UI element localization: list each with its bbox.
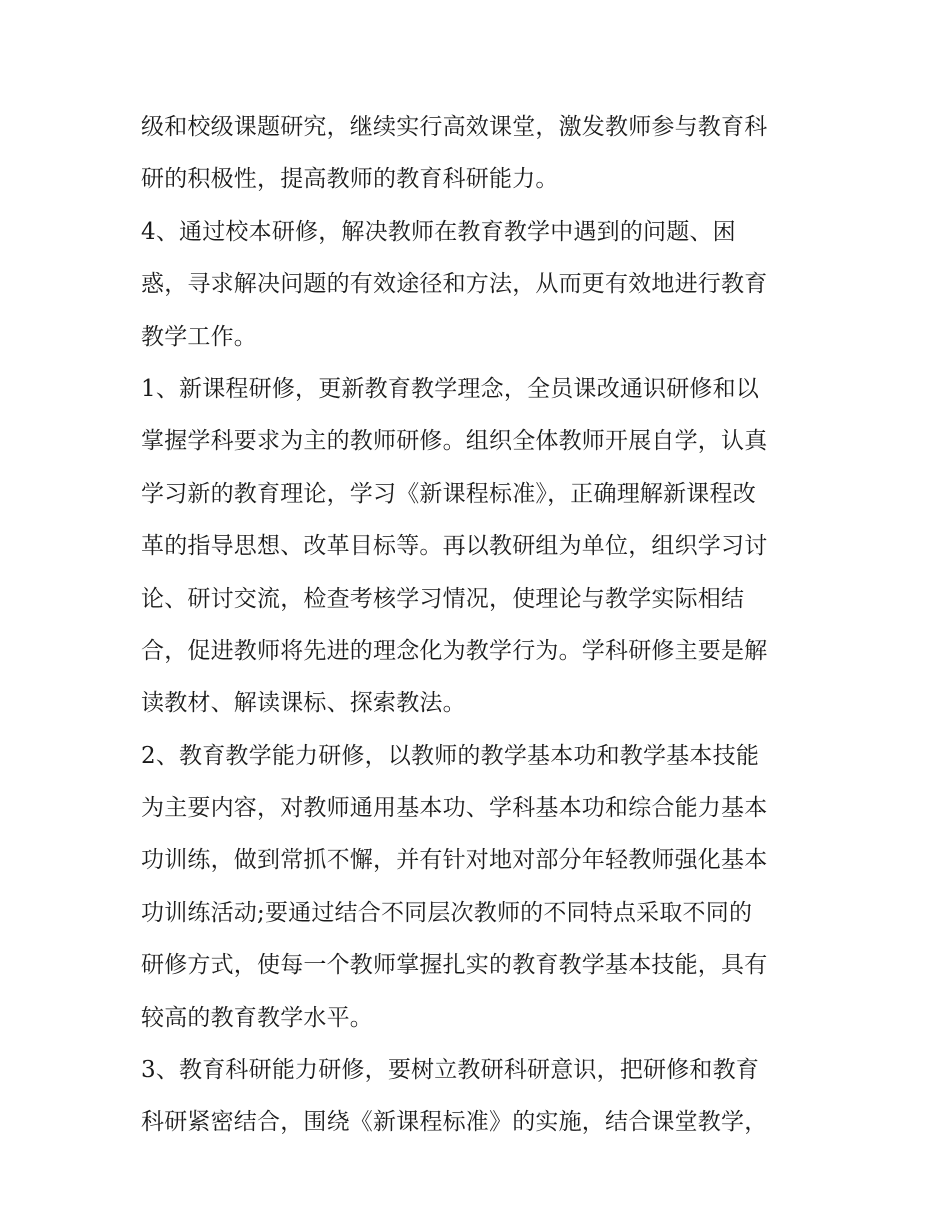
- text-line: 革的指导思想、改革目标等。再以教研组为单位，组织学习讨: [141, 533, 768, 560]
- text-line: 研修方式，使每一个教师掌握扎实的教育教学基本技能，具有: [141, 952, 768, 979]
- text-line: 读教材、解读课标、探索教法。: [141, 690, 466, 717]
- document-body: [141, 101, 821, 1149]
- text-line: 功训练，做到常抓不懈，并有针对地对部分年轻教师强化基本: [141, 847, 768, 874]
- text-line: 级和校级课题研究，继续实行高效课堂，激发教师参与教育科: [141, 114, 768, 140]
- text-line: 3、教育科研能力研修，要树立教研科研意识，把研修和教育: [141, 1057, 760, 1084]
- text-line: 掌握学科要求为主的教师研修。组织全体教师开展自学，认真: [141, 428, 768, 455]
- text-line: 1、新课程研修，更新教育教学理念，全员课改通识研修和以: [141, 375, 760, 402]
- text-line: 学习新的教育理论，学习《新课程标准》，正确理解新课程改: [141, 480, 756, 507]
- text-line: 为主要内容，对教师通用基本功、学科基本功和综合能力基本: [141, 795, 768, 822]
- text-line: 科研紧密结合，围绕《新课程标准》的实施，结合课堂教学，: [141, 1109, 768, 1136]
- text-line: 较高的教育教学水平。: [141, 1004, 373, 1031]
- text-line: 4、通过校本研修，解决教师在教育教学中遇到的问题、困: [141, 218, 736, 245]
- text-line: 2、教育教学能力研修，以教师的教学基本功和教学基本技能: [141, 742, 760, 769]
- text-line: 论、研讨交流，检查考核学习情况，使理论与教学实际相结: [141, 585, 745, 612]
- text-line: 功训练活动;要通过结合不同层次教师的不同特点采取不同的: [141, 899, 753, 926]
- text-line: 研的积极性，提高教师的教育科研能力。: [141, 166, 559, 193]
- text-line: 惑，寻求解决问题的有效途径和方法，从而更有效地进行教育: [141, 271, 768, 298]
- text-line: 合，促进教师将先进的理念化为教学行为。学科研修主要是解: [141, 637, 768, 664]
- text-line: 教学工作。: [141, 323, 257, 350]
